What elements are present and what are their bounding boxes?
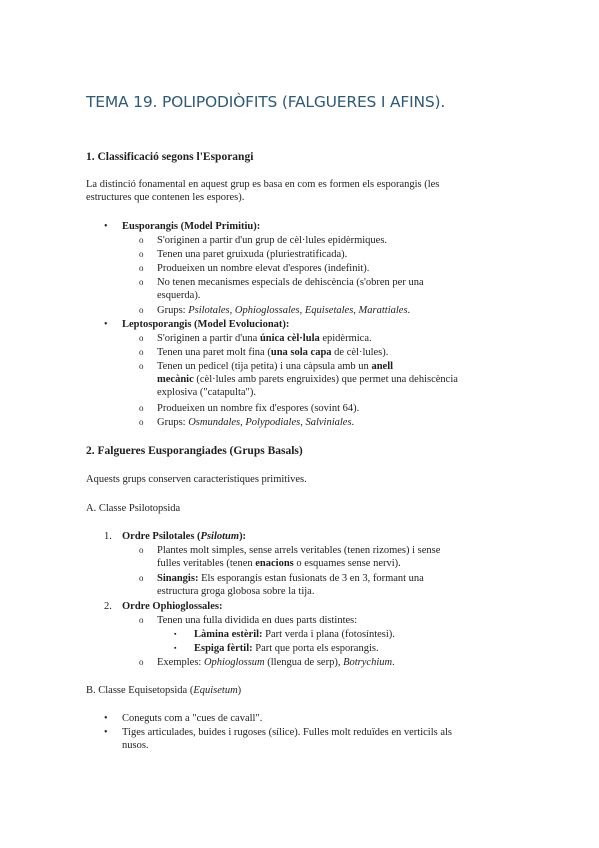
punctuation: ): bbox=[239, 531, 247, 542]
class-b-heading bbox=[86, 684, 516, 697]
circle-bullet-icon: o bbox=[139, 657, 144, 667]
text: de cèl·lules). bbox=[331, 347, 389, 358]
document-title: TEMA 19. POLIPODIÒFITS (FALGUERES I AFINS). bbox=[86, 93, 446, 111]
square-bullet-icon: ▪ bbox=[174, 644, 177, 652]
leptosporangis-label: Leptosporangis (Model Evolucionat): bbox=[122, 319, 290, 330]
groups-list: Osmundales, Polypodiales, Salviniales bbox=[188, 417, 352, 428]
text: nusos. bbox=[122, 740, 149, 752]
square-bullet-icon: ▪ bbox=[174, 630, 177, 638]
text: o esquames sense nervi). bbox=[293, 558, 401, 570]
text: estructura groga globosa sobre la tija. bbox=[157, 586, 315, 598]
genus-name: Equisetum bbox=[193, 685, 238, 696]
emphasis: una sola capa bbox=[270, 347, 332, 358]
list-item-text: Tenen una fulla dividida en dues parts distintes: bbox=[157, 615, 358, 626]
text: epidèrmica. bbox=[319, 333, 372, 344]
groups-label: Grups: bbox=[157, 417, 189, 428]
intro-line-1: La distinció fonamental en aquest grup es basa en com es formen els esporangis (les bbox=[86, 179, 440, 190]
text: (llengua de serp), bbox=[264, 657, 344, 668]
section-1-heading: 1. Classificació segons l'Esporangi bbox=[86, 151, 254, 163]
circle-bullet-icon: o bbox=[139, 615, 144, 625]
circle-bullet-icon: o bbox=[139, 573, 144, 583]
groups-list: Psilotales, Ophioglossales, Equisetales, Marattiales bbox=[188, 305, 408, 316]
text: Part que porta els esporangis. bbox=[252, 643, 379, 654]
emphasis: anell bbox=[371, 361, 394, 372]
bullet-icon: • bbox=[104, 727, 108, 738]
list-item-text: Produeixen un nombre elevat d'espores (indefinit). bbox=[157, 263, 370, 274]
genus-name: Botrychium bbox=[343, 657, 393, 668]
text: explosiva ("catapulta"). bbox=[157, 387, 256, 399]
circle-bullet-icon: o bbox=[139, 347, 144, 357]
text: Exemples: bbox=[157, 657, 204, 668]
circle-bullet-icon: o bbox=[139, 333, 144, 343]
groups-label: Grups: bbox=[157, 305, 189, 316]
text: Tenen una paret molt fina ( bbox=[157, 347, 271, 358]
circle-bullet-icon: o bbox=[139, 361, 144, 371]
class-a-heading: A. Classe Psilotopsida bbox=[86, 503, 181, 514]
emphasis: única cèl·lula bbox=[259, 333, 320, 344]
text: fulles veritables (tenen bbox=[157, 558, 256, 570]
emphasis: Espiga fèrtil: bbox=[194, 643, 253, 654]
circle-bullet-icon: o bbox=[139, 545, 144, 555]
genus-name: Ophioglossum bbox=[203, 657, 265, 668]
list-item-text: Produeixen un nombre fix d'espores (sovint 64). bbox=[157, 403, 360, 414]
genus-name: Psilotum bbox=[200, 531, 240, 542]
circle-bullet-icon: o bbox=[139, 263, 144, 273]
list-number: 1. bbox=[104, 531, 112, 542]
text: Plantes molt simples, sense arrels veritables (tenen rizomes) i sense bbox=[157, 545, 441, 556]
punctuation: . bbox=[351, 417, 355, 428]
intro-line-2: estructures que contenen les espores). bbox=[86, 192, 245, 204]
list-item-text: Tenen una paret gruixuda (pluriestratificada). bbox=[157, 249, 348, 260]
section-2-intro: Aquests grups conserven característiques primitives. bbox=[86, 474, 307, 485]
text: Els esporangis estan fusionats de 3 en 3, formant una bbox=[198, 573, 424, 584]
punctuation: . bbox=[392, 657, 395, 668]
list-item-text: S'originen a partir d'un grup de cèl·lules epidèrmiques. bbox=[157, 235, 388, 246]
list-item-text: esquerda). bbox=[157, 290, 201, 302]
punctuation: ) bbox=[237, 685, 242, 696]
section-1-intro bbox=[86, 178, 516, 204]
circle-bullet-icon: o bbox=[139, 235, 144, 245]
text: Tenen un pedicel (tija petita) i una càpsula amb un bbox=[157, 361, 372, 372]
order-label: Ordre Psilotales ( bbox=[122, 531, 201, 542]
list-item-text: No tenen mecanismes especials de dehiscència (s'obren per una bbox=[157, 277, 424, 288]
bullet-icon: • bbox=[104, 319, 108, 330]
list-number: 2. bbox=[104, 601, 112, 612]
emphasis: Sinangis: bbox=[157, 573, 199, 584]
circle-bullet-icon: o bbox=[139, 305, 144, 315]
emphasis: Làmina estèril: bbox=[194, 629, 263, 640]
text: B. Classe Equisetopsida ( bbox=[86, 685, 194, 696]
order-label: Ordre Ophioglossales: bbox=[122, 601, 223, 612]
punctuation: . bbox=[407, 305, 411, 316]
emphasis: mecànic bbox=[157, 374, 194, 386]
bullet-icon: • bbox=[104, 221, 108, 232]
text: (cèl·lules amb parets engruixides) que permet una dehiscència bbox=[193, 374, 458, 386]
circle-bullet-icon: o bbox=[139, 249, 144, 259]
text: Part verda i plana (fotosíntesi). bbox=[262, 629, 395, 640]
emphasis: enacions bbox=[255, 558, 294, 570]
circle-bullet-icon: o bbox=[139, 417, 144, 427]
circle-bullet-icon: o bbox=[139, 277, 144, 287]
list-item-text: Coneguts com a "cues de cavall". bbox=[122, 713, 263, 724]
eusporangis-label: Eusporangis (Model Primitiu): bbox=[122, 221, 261, 232]
bullet-icon: • bbox=[104, 713, 108, 724]
section-2-heading: 2. Falgueres Eusporangiades (Grups Basals) bbox=[86, 445, 303, 457]
text: Tiges articulades, buides i rugoses (sílice). Fulles molt reduïdes en verticils als bbox=[122, 727, 453, 738]
circle-bullet-icon: o bbox=[139, 403, 144, 413]
text: S'originen a partir d'una bbox=[157, 333, 260, 344]
